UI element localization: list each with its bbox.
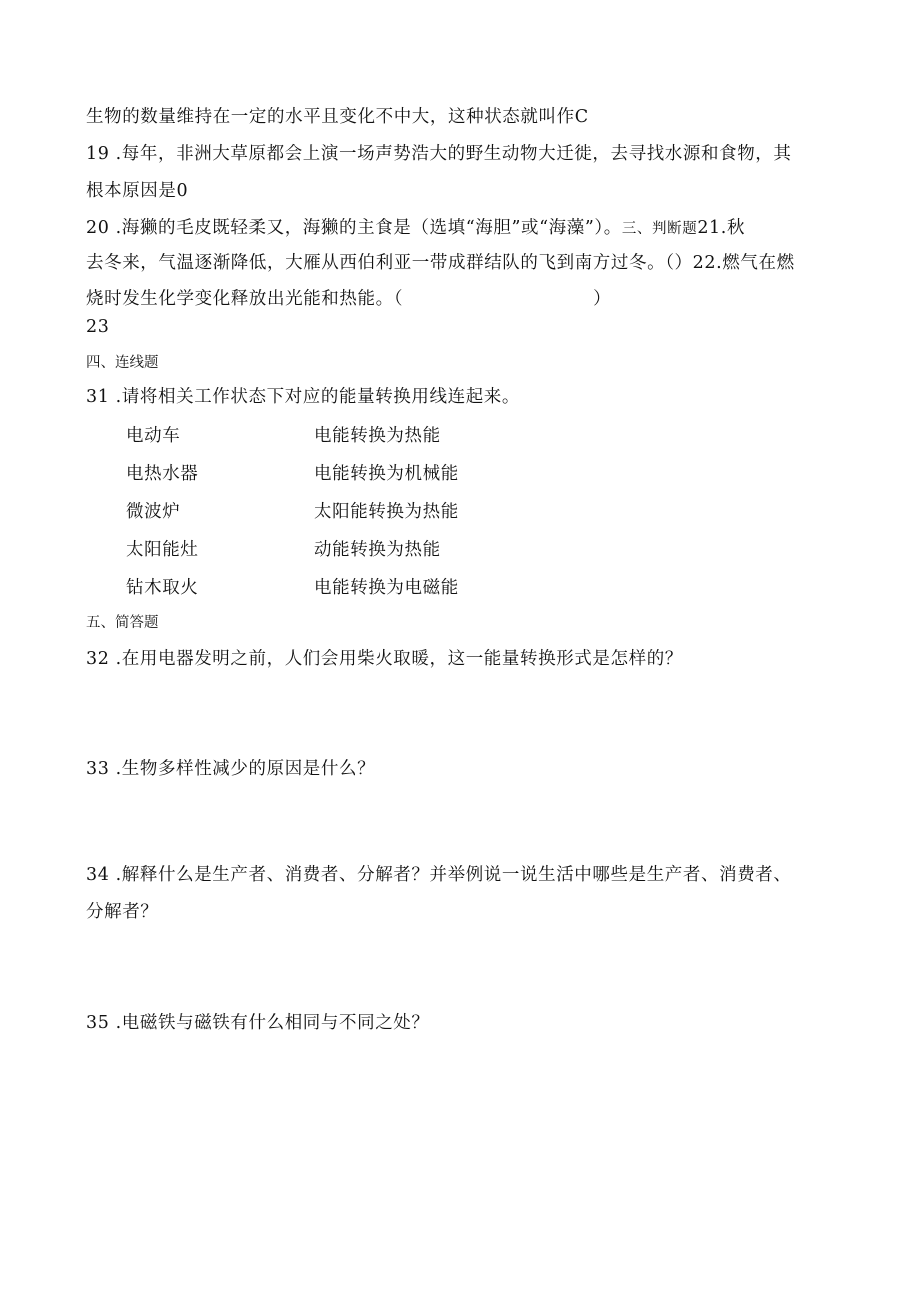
question-34-line-1: 34 .解释什么是生产者、消费者、分解者？并举例说一说生活中哪些是生产者、消费者、 — [86, 865, 792, 885]
match-right-item: 太阳能转换为热能 — [314, 502, 459, 522]
question-31: 31 .请将相关工作状态下对应的能量转换用线连起来。 — [86, 387, 520, 407]
question-22-text: 烧时发生化学变化释放出光能和热能。（ — [86, 289, 404, 309]
match-left-item: 钻木取火 — [126, 578, 199, 598]
question-35: 35 .电磁铁与磁铁有什么相同与不同之处？ — [86, 1013, 430, 1033]
text-line-ecological-balance: 生物的数量维持在一定的水平且变化不中大，这种状态就叫作C — [86, 107, 589, 127]
section-5-heading: 五、简答题 — [86, 615, 159, 631]
match-left-item: 电动车 — [126, 426, 181, 446]
question-22-line — [86, 288, 611, 310]
question-20-text: 20 .海獭的毛皮既轻柔又，海獭的主食是（选填“海胆”或“海藻”）。 — [86, 218, 622, 238]
question-32: 32 .在用电器发明之前，人们会用柴火取暖，这一能量转换形式是怎样的？ — [86, 649, 683, 669]
question-19-line-2: 根本原因是0 — [86, 181, 189, 201]
question-34-line-2: 分解者？ — [86, 902, 159, 922]
question-23-number: 23 — [86, 317, 110, 337]
question-20-line-2: 去冬来，气温逐渐降低，大雁从西伯利亚一带成群结队的飞到南方过冬。（）22.燃气在燃 — [86, 253, 795, 273]
match-left-item: 电热水器 — [126, 464, 199, 484]
match-left-item: 太阳能灶 — [126, 540, 199, 560]
section-3-heading: 三、判断题 — [621, 221, 698, 237]
question-19-line-1: 19 .每年，非洲大草原都会上演一场声势浩大的野生动物大迁徙，去寻找水源和食物，其 — [86, 144, 792, 164]
section-4-heading: 四、连线题 — [86, 355, 159, 371]
match-left-item: 微波炉 — [126, 502, 181, 522]
match-right-item: 动能转换为热能 — [314, 540, 441, 560]
match-right-item: 电能转换为电磁能 — [314, 578, 459, 598]
match-right-item: 电能转换为机械能 — [314, 464, 459, 484]
match-right-item: 电能转换为热能 — [314, 426, 441, 446]
question-20-line-1 — [86, 217, 745, 240]
question-33: 33 .生物多样性减少的原因是什么？ — [86, 759, 376, 779]
answer-blank-close: ） — [593, 289, 612, 309]
question-21-start: 21.秋 — [697, 218, 746, 238]
